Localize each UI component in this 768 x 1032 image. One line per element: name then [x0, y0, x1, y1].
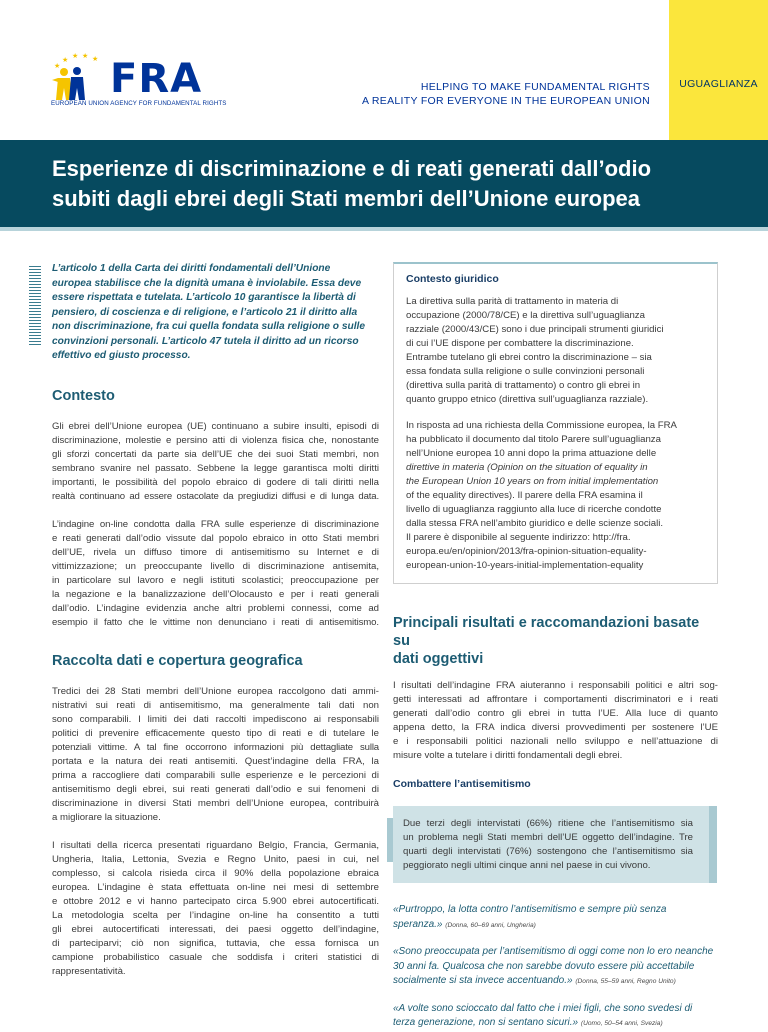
people-figures-icon	[50, 60, 114, 100]
intro-paragraph	[52, 262, 379, 364]
quote-source: (Donna, 55–59 anni, Regno Unito)	[575, 978, 676, 985]
box-heading: Contesto giuridico	[406, 273, 499, 285]
raccolta-paragraph-2	[52, 839, 379, 979]
opinion-link[interactable]: europa.eu/en/opinion/2013/fra-opinion-situation-equality-	[406, 546, 647, 557]
heading-line: dati oggettivi	[393, 651, 484, 667]
text-line: vittimizzazione; un preoccupante livello di discriminazione antisemita,	[52, 560, 379, 572]
svg-text:★: ★	[62, 56, 69, 64]
text-line: Entrambe tutelano gli ebrei contro la discriminazione – sia	[406, 352, 652, 363]
risultati-paragraph	[393, 679, 718, 763]
text-line: potenziali vittime. A tal fine occorrono informazioni più dettagliate sulla	[52, 741, 379, 753]
key-finding-callout	[393, 806, 709, 883]
text-line: discriminazione, molestie e persino atti di violenza fisica che, nonostante	[52, 434, 379, 446]
text-line: Tredici dei 28 Stati membri dell’Unione europea raccolgono dati ammi-	[52, 685, 379, 697]
text-line: rappresentatività.	[52, 965, 126, 977]
left-column	[52, 262, 379, 979]
intro-line: convinzioni personali. L’articolo 47 tutela il diritto ad un ricorso	[52, 335, 359, 347]
quote-line: speranza.»	[393, 918, 443, 930]
text-line: di parteciparvi; ciò non significa, tuttavia, che essa fornisca un	[52, 937, 379, 949]
text-line: I risultati dell’indagine FRA aiuteranno i responsabili politici e altri sog-	[393, 680, 718, 691]
callout-tab	[387, 818, 393, 862]
quote-3	[393, 1002, 718, 1032]
text-line: peggiorato negli ultimi cinque anni nel paese in cui vivono.	[403, 860, 651, 871]
intro-line: effettivo ed giusto processo.	[52, 350, 191, 361]
text-line: dall’odio. L’indagine evidenzia anche altri problemi connessi, come ad	[52, 602, 379, 614]
text-line: sembrano svanire nel passato. Sebbene la legge garantisca molti diritti	[52, 462, 379, 474]
text-line: europea. L’indagine è stata effettuata on-line nei mesi di settembre	[52, 881, 379, 893]
title-accent-bar	[0, 227, 768, 231]
text-line: L’indagine on-line condotta dalla FRA sulle esperienze di discriminazione	[52, 518, 379, 530]
title-band	[0, 140, 768, 227]
text-line: nell’Unione europea 10 anni dopo la prima attuazione delle	[406, 448, 657, 459]
text-line: e ottobre 2012 e vi hanno partecipato circa 5.900 ebrei autocertificati.	[52, 895, 379, 907]
text-line: gli ebrei autocertificati interessati, dei paesi oggetto dell’indagine,	[52, 923, 379, 935]
hatch-decoration	[29, 265, 41, 345]
text-line: misure volte a tutelare i diritti fondamentali degli ebrei.	[393, 750, 623, 761]
text-line: nistrativi sui reati di antisemitismo, ma generalmente tali dati non	[52, 699, 379, 711]
text-line: direttive in materia (Opinion on the situation of equality in	[406, 462, 648, 473]
quote-line: «Sono preoccupata per l’antisemitismo di oggi come non lo ero neanche	[393, 946, 714, 957]
text-line: of the equality directives). Il parere della FRA esamina il	[406, 490, 643, 501]
heading-line: Principali risultati e raccomandazioni basate su	[393, 615, 700, 649]
logo-wordmark: FRA	[110, 56, 203, 102]
text-line: occupazione (2000/78/CE) e la direttiva sull’uguaglianza	[406, 310, 645, 321]
tagline	[362, 80, 650, 108]
subheading-antisemitism: Combattere l’antisemitismo	[393, 778, 531, 790]
text-line: essa fondata sulla religione o sulle convinzioni personali	[406, 366, 645, 377]
svg-text:★: ★	[72, 52, 79, 60]
svg-text:★: ★	[54, 62, 61, 70]
text-line: importanti, le possibilità del popolo ebraico di godere di tali diritti nella	[52, 476, 379, 488]
title-line: subiti dagli ebrei degli Stati membri dell’Unione europea	[52, 186, 640, 211]
text-line: di cui l’UE dispone per combattere la discriminazione.	[406, 338, 634, 349]
text-line: getti interessati ad affrontare i comportamenti discriminatori e i reati	[393, 694, 718, 705]
fra-logo[interactable]	[50, 52, 227, 112]
text-line: sono comparabili. I limiti dei dati raccolti impediscono ai responsabili	[52, 713, 379, 725]
text-line: Due terzi degli intervistati (66%) ritiene che l’antisemitismo sia	[403, 818, 693, 829]
text-line: (direttiva sulla parità di trattamento) o contro gli ebrei in	[406, 380, 641, 391]
intro-line: europea stabilisce che la dignità umana è inviolabile. Essa deve	[52, 277, 362, 289]
text-line: realtà continuano ad essere ostacolate da pregiudizi diffusi e di lunga data.	[52, 490, 379, 502]
text-line: dell’UE, rivela un diffuso timore di antisemitismo su Internet e di	[52, 546, 379, 558]
intro-line: essere rispettata e tutelata. L’articolo 10 garantisce la libertà di	[52, 292, 356, 303]
legal-paragraph-2	[406, 419, 707, 573]
text-line: un problema negli Stati membri dell’UE oggetto dell’indagine. Tre	[403, 832, 693, 843]
text-line: generati dall’odio contro gli ebrei in tutta l’UE. Alla luce di quanto	[393, 708, 718, 719]
text-line: ha pubblicato il documento dal titolo Parere sull’uguaglianza	[406, 434, 661, 445]
callout-text	[403, 817, 693, 873]
intro-line: pensiero, di coscienza e di religione, e l’articolo 21 il diritto alla	[52, 306, 358, 318]
quote-source: (Uomo, 50–54 anni, Svezia)	[580, 1020, 663, 1027]
text-line: La metodologia scelta per l’indagine on-line ha consentito a tutti	[52, 909, 379, 921]
text-line: e reati generati dall’odio vissute dal popolo ebraico in otto Stati membri	[52, 532, 379, 544]
quote-line: terza generazione, non si sentano sicuri.»	[393, 1017, 579, 1028]
quote-line: 30 anni fa. Qualcosa che non sarebbe dovuto essere più accettabile	[393, 960, 695, 972]
text-line: the European Union 10 years on from initial implementation	[406, 476, 659, 487]
text-line: la negazione e la banalizzazione dell’Olocausto e per i reati generali	[52, 588, 379, 600]
theme-tab	[669, 0, 768, 140]
text-line: quarti degli intervistati (76%) sostengono che l’antisemitismo sia	[403, 846, 693, 857]
svg-text:★: ★	[82, 52, 89, 60]
opinion-link[interactable]: european-union-10-years-initial-implementation-equality	[406, 560, 644, 571]
quote-1	[393, 903, 718, 933]
text-line: e i responsabili politici nazionali nello sviluppo e nell’attuazione di	[393, 736, 718, 747]
quote-line: «Purtroppo, la lotta contro l’antisemitismo e sempre più senza	[393, 904, 667, 915]
quote-line: socialmente si sta invece accentuando.»	[393, 975, 573, 986]
section-heading-contesto: Contesto	[52, 387, 115, 404]
text-line: quanto gruppo etnico (direttiva sull’uguaglianza razziale).	[406, 394, 649, 405]
text-line: discriminazione in diversi Stati membri dell’Unione europea, contribuirà	[52, 797, 379, 809]
text-line: dalla stessa FRA nell’ambito giuridico e delle scienze sociali.	[406, 518, 664, 529]
title-line: Esperienze di discriminazione e di reati generati dall’odio	[52, 156, 652, 181]
theme-label: UGUAGLIANZA	[679, 78, 758, 90]
page-title	[52, 154, 742, 214]
raccolta-paragraph-1	[52, 685, 379, 825]
quote-2	[393, 945, 718, 990]
legal-context-box	[393, 262, 718, 584]
text-line: esempio il fatto che le vittime non denunciano i reati di antisemitismo.	[52, 616, 379, 628]
section-heading-risultati	[393, 614, 718, 668]
tagline-line: HELPING TO MAKE FUNDAMENTAL RIGHTS	[420, 81, 650, 93]
intro-line: L’articolo 1 della Carta dei diritti fondamentali dell’Unione	[52, 263, 331, 274]
text-line: politici di prevenire efficacemente questo tipo di reati e di tutelare le	[52, 727, 379, 739]
text-line: a migliorare la situazione.	[52, 811, 161, 823]
text-line: La direttiva sulla parità di trattamento in materia di	[406, 296, 619, 307]
contesto-paragraph-1	[52, 420, 379, 504]
text-line: in particolare sul lavoro e negli istituti scolastici; preoccupazione per	[52, 574, 379, 586]
right-column	[393, 262, 718, 1032]
contesto-paragraph-2	[52, 518, 379, 630]
text-line: I risultati della ricerca presentati riguardano Belgio, Francia, Germania,	[52, 839, 379, 851]
text-line: campione probabilistico casuale che soddisfa i criteri statistici di	[52, 951, 379, 963]
svg-text:★: ★	[92, 55, 99, 63]
text-line: Ungheria, Italia, Lettonia, Svezia e Regno Unito, paesi in cui, nel	[52, 853, 379, 865]
text-line: gli sforzi concertati da parte sia dell’UE che dei suoi Stati membri, non	[52, 448, 379, 460]
section-heading-raccolta: Raccolta dati e copertura geografica	[52, 652, 303, 669]
text-line: appena detto, la FRA indica diversi provvedimenti per sostenere l’UE	[393, 722, 718, 733]
text-line: portata e la natura dei reati antisemiti. Quest’indagine della FRA, la	[52, 755, 379, 767]
text-line: livello di uguaglianza raggiunto alla luce di ricerche condotte	[406, 504, 662, 515]
text-line: Il parere è disponibile al seguente indirizzo: http://fra.	[406, 532, 631, 543]
legal-paragraph-1	[406, 295, 707, 407]
logo-subtitle: EUROPEAN UNION AGENCY FOR FUNDAMENTAL RIGHTS	[51, 100, 227, 107]
text-line: Gli ebrei dell’Unione europea (UE) continuano a subire insulti, episodi di	[52, 420, 379, 432]
quote-source: (Donna, 60–69 anni, Ungheria)	[445, 921, 536, 929]
intro-line: non discriminazione, fra cui quella fondata sulla religione o sulle	[52, 321, 366, 332]
text-line: complesso, si calcola risieda circa il 90% della popolazione ebraica	[52, 867, 379, 879]
tagline-line: A REALITY FOR EVERYONE IN THE EUROPEAN UNION	[361, 95, 650, 107]
text-line: prima a raccogliere dati comparabili sulle esperienze e le percezioni di	[52, 769, 379, 781]
text-line: antisemitismo degli ebrei, sui reati generati dall’odio e sui fenomeni di	[52, 783, 379, 795]
text-line: razziale (2000/43/CE) sono i due principali strumenti giuridici	[406, 324, 664, 335]
quote-line: «A volte sono scioccato dal fatto che i miei figli, che sono svedesi di	[393, 1002, 693, 1014]
text-line: In risposta ad una richiesta della Commissione europea, la FRA	[406, 420, 677, 431]
